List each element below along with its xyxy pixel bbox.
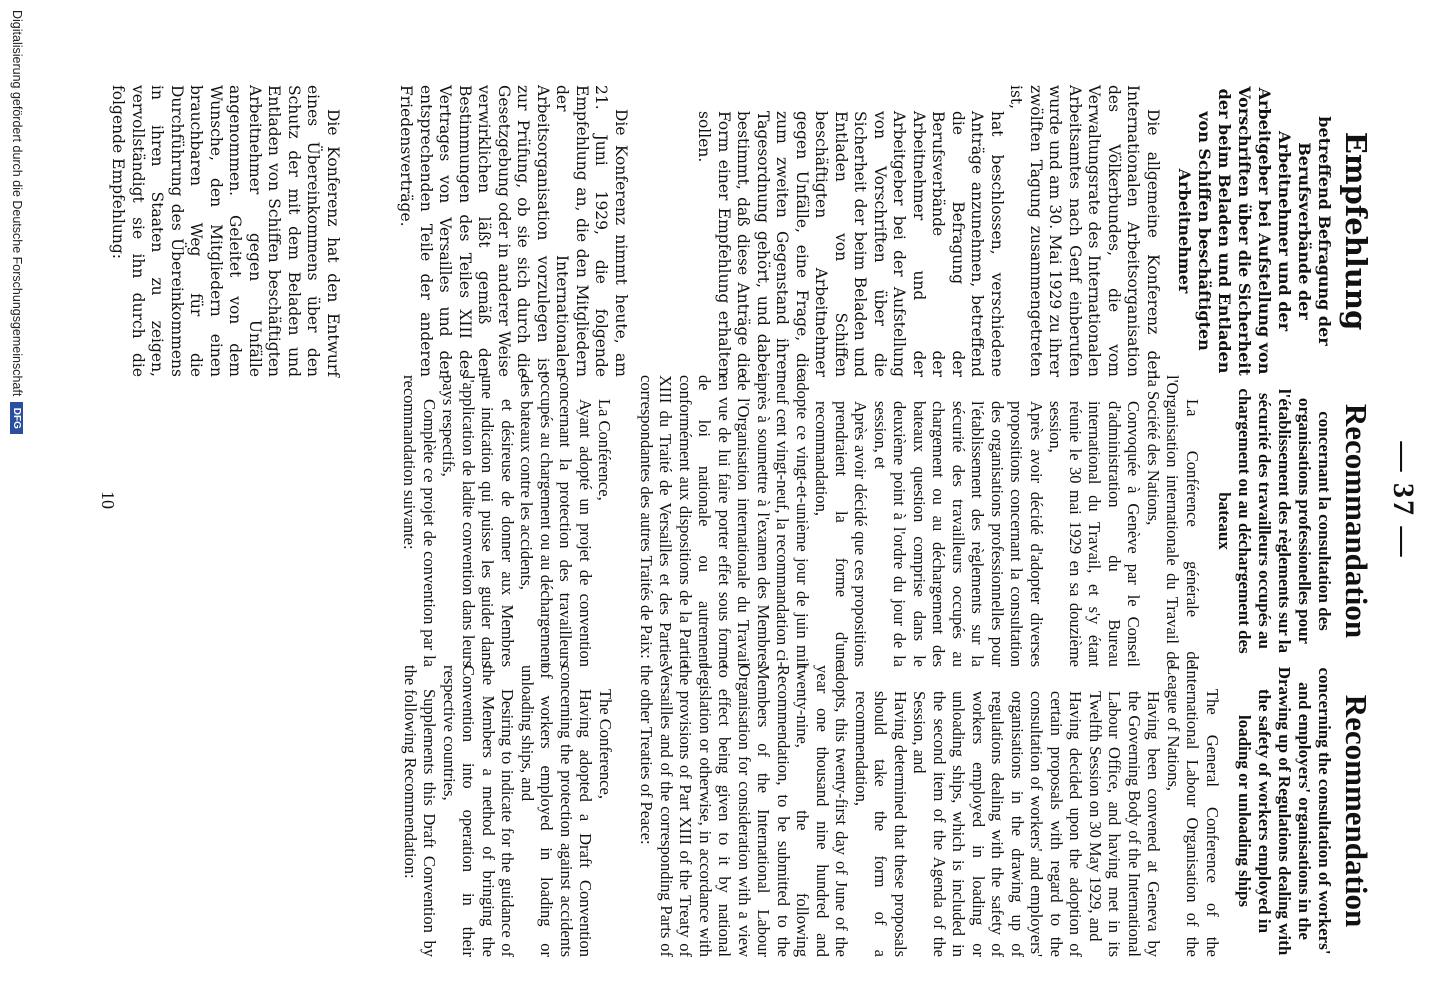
english-paragraph: Having adopted a Draft Convention concerning the protection against accidents of workers employed in loading or unloading ships, and [518,665,596,957]
english-paragraph: The General Conference of the International Labour Organisation of the League of Nations, [1164,665,1222,957]
credit-text: Digitalisierung gefördert durch die Deutsche Forschungsgemeinschaft [10,10,24,397]
digitization-credit [10,10,24,434]
german-paragraph: Die allgemeine Konferenz der Internationalen Arbeitsorganisation des Völkerbundes, die vom Verwaltungsrate des Internationalen Arbeitsamtes nach Genf einberufen wurde und am 30. Mai 1929 zu ihrer zwölften Tagung zusammengetreten ist, [1007,85,1162,377]
french-paragraph: Après avoir décidé d'adopter diverses propositions concernant la consultation des organisations professionnelles pour l'établissement des règlements sur la sécurité des travailleurs occupés au chargement ou au déchargement des bateaux question comprise dans le deuxième point à l'ordre du jour de la session, et [871,401,1046,667]
french-paragraph: Complète ce projet de convention par la recommandation suivante: [400,375,439,667]
english-title: Recommendation [1339,694,1374,928]
german-title: Empfehlung [1339,131,1373,331]
french-subtitle: concernant la consultation des organisations professionelles pour l'établissement des règlements sur la sécurité des travailleurs occupés au chargement ou au déchargement des bateaux [1215,388,1334,654]
english-paragraph: Having determined that these proposals should take the form of a recommendation, [852,691,910,957]
french-title: Recommandation [1339,403,1374,639]
french-paragraph: Convoquée à Genève par le Conseil d'administration du Bureau international du Travail, et s'y étant réunie le 30 mai 1929 en sa douzième session, [1046,401,1144,667]
page-number: — 37 — [1387,441,1420,559]
french-paragraph: Après avoir décidé que ces propositions prendraient la forme d'une recommandation, [812,401,871,667]
footer-page-number: 10 [98,491,118,509]
german-paragraph: Die Konferenz nimmt heute, am 21. Juni 1929, die folgende Empfehlung an, die den Mitgliedern der Internationalen Arbeitsorganisation vorzulegen ist zur Prüfung, ob sie sich durch die Gesetzgebung oder in anderer Weise verwirklichen läßt gemäß den Bestimmungen des Teiles XIII des Vertrages von Versailles und der entsprechenden Teile der anderen Friedensverträge. [397,85,630,377]
french-paragraph: Ayant adopté un projet de convention concernant la protection des travailleurs occupés au chargement ou au déchargement des bateaux contre les accidents, [517,375,595,667]
dfg-logo-icon: DFG [11,402,24,434]
french-paragraph: adopte ce vingt-et-unième jour de juin mil neuf cent vingt-neuf, la recommandation ci-après à soumettre à l'examen des Membres de l'Organisation internationale du Travail en vue de lui faire porter effet sous forme de loi nationale ou autrement conformément aux dispositions de la Partie XIII du Traité de Versailles et des Parties correspondantes des autres Traités de Paix: [637,375,812,667]
french-column [400,375,1374,667]
english-paragraph: Desiring to indicate for the guidance of the Members a method of bringing the Convention into operation in their respective countries, [440,665,518,957]
english-subtitle: concerning the consultation of workers' and employers' organisations in the Drawing up of Regulations dealing with the safety of workers employed in loading or unloading ships [1235,666,1334,956]
german-subtitle: betreffend Befragung der Berufsverbände der Arbeitnehmer und der Arbeitgeber bei Aufstellung von Vorschriften über die Sicherheit der beim Beladen und Entladen von Schiffen beschäftigten Arbeitnehmer [1175,86,1334,376]
english-column [401,665,1375,957]
french-paragraph: et désireuse de donner aux Membres une indication qui puisse les guider dans l'application de ladite convention dans leurs pays respectifs, [439,375,517,667]
german-paragraph: Die Konferenz hat den Entwurf eines Übereinkommens über den Schutz der mit dem Beladen und Entladen von Schiffen beschäftigten Arbeitnehmer gegen Unfälle angenommen. Geleitet von dem Wunsche, den Mitgliedern einen brauchbaren Weg für die Durchführung des Übereinkommens in ihren Staaten zu zeigen, vervollständigt sie ihn durch die folgende Empfehlung: [109,85,342,377]
english-paragraph: adopts, this twenty-first day of June of the year one thousand nine hundred and twenty-nine, the following Recommendation, to be submitted to the Members of the International Labour Organisation for consideration with a view to effect being given to it by national legislation or otherwise, in accordance with the provisions of Part XIII of the Treaty of Versailles and of the corresponding Parts of the other Treaties of Peace: [637,665,852,957]
german-column [108,85,1374,377]
french-paragraph: La Conférence générale de l'Organisation internationale du Travail de la Société des Nations, [1144,375,1202,667]
english-paragraph: Having decided upon the adoption of certain proposals with regard to the consultation of workers' and employers' organisations in the drawing up of regulations dealing with the safety of workers employed in loading or unloading ships, which is included in the second item of the Agenda of the Session, and [910,691,1086,957]
english-paragraph: Supplements this Draft Convention by the following Recommendation: [401,665,440,957]
english-paragraph: Having been convened at Geneva by the Governing Body of the International Labour Office, and having met in its Twelfth Session on 30 May 1929, and [1086,691,1164,957]
french-paragraph: La Conférence, [595,399,615,501]
english-paragraph: The Conference, [596,689,615,799]
german-paragraph: hat beschlossen, verschiedene Anträge anzunehmen, betreffend die Befragung der Berufsverbände der Arbeitnehmer und der Arbeitgeber bei der Aufstellung von Vorschriften über die Sicherheit der beim Beladen und Entladen von Schiffen beschäftigten Arbeitnehmer gegen Unfälle, eine Frage, die zum zweiten Gegenstand ihrer Tagesordnung gehört, und dabei bestimmt, daß diese Anträge die Form einer Empfehlung erhalten sollen. [695,111,1006,377]
